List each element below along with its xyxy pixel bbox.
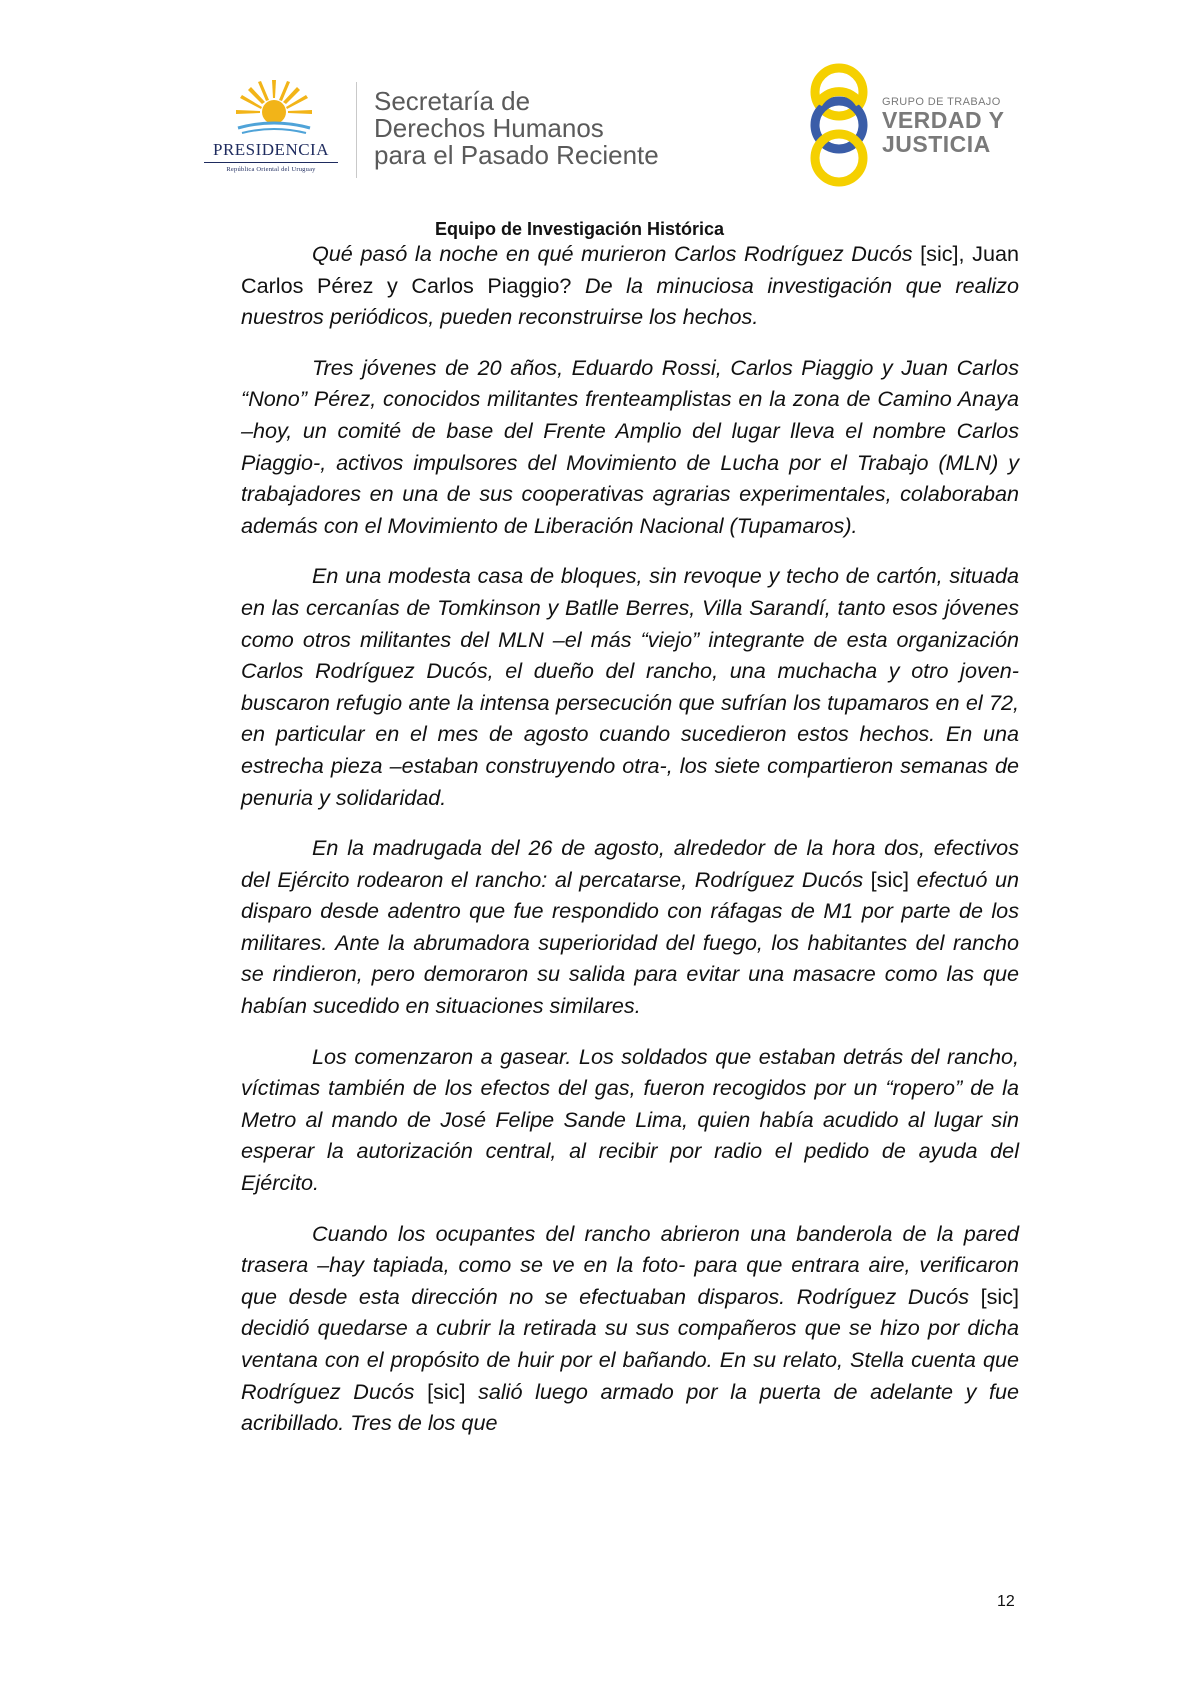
secretaria-logo-text <box>374 88 659 169</box>
paragraph-1 <box>241 238 1019 333</box>
page-header <box>0 0 1191 210</box>
grupo-trabajo-line-2: VERDAD Y <box>882 107 1005 133</box>
secretaria-line-1: Secretaría de <box>374 86 531 116</box>
paragraph-1-part-a: Qué pasó la noche en qué murieron Carlos Rodríguez Ducós <box>312 241 913 266</box>
paragraph-3 <box>241 560 1019 813</box>
grupo-trabajo-line-3: JUSTICIA <box>882 131 991 157</box>
paragraph-6-part-c: decidió quedarse a cubrir la retirada su sus compañeros que se hizo por dicha ventana con el propósito de huir por el bañando. En su relato, Stella cuenta que Rodríguez Ducós <box>241 1315 1019 1404</box>
grupo-trabajo-line-1: GRUPO DE TRABAJO <box>882 96 1001 108</box>
presidencia-subtitle: República Oriental del Uruguay <box>226 166 316 173</box>
paragraph-3-text: En una modesta casa de bloques, sin revoque y techo de cartón, situada en las cercanías de Tomkinson y Batlle Berres, Villa Sarandí, tanto esos jóvenes como otros militantes del MLN –el más “viejo” integrante de esta organización Carlos Rodríguez Ducós, el dueño del rancho, una muchacha y otro joven- buscaron refugio ante la intensa persecución que sufrían los tupamaros en el 72, en particular en el mes de agosto cuando sucedieron estos hechos. En una estrecha pieza –estaban construyendo otra-, los siete compartieron semanas de penuria y solidaridad. <box>241 563 1019 810</box>
document-body <box>241 238 1019 1458</box>
paragraph-5 <box>241 1041 1019 1199</box>
section-title: Equipo de Investigación Histórica <box>435 219 725 239</box>
paragraph-4-part-a: En la madrugada del 26 de agosto, alrededor de la hora dos, efectivos del Ejército rodearon el rancho: al percatarse, Rodríguez Ducós <box>241 835 1019 892</box>
paragraph-6-part-e: salió luego armado por la puerta de adelante y fue acribillado. Tres de los que <box>241 1378 1019 1436</box>
paragraph-6 <box>241 1218 1019 1439</box>
paragraph-1-part-c: De la minuciosa investigación que realizo nuestros periódicos, pueden reconstruirse los hechos. <box>241 272 1019 330</box>
paragraph-6-part-d: [sic] <box>414 1378 479 1404</box>
paragraph-4-part-c: efectuó un disparo desde adentro que fue respondido con ráfagas de M1 por parte de los militares. Ante la abrumadora superioridad del fuego, los habitantes del rancho se rindieron, pero demoraron su salida para evitar una masacre como las que habían sucedido en situaciones similares. <box>241 866 1020 1019</box>
presidencia-name: PRESIDENCIA <box>212 140 329 159</box>
grupo-trabajo-logo <box>804 62 1014 188</box>
paragraph-5-text: Los comenzaron a gasear. Los soldados que estaban detrás del rancho, víctimas también de los efectos del gas, fueron recogidos por un “ropero” de la Metro al mando de José Felipe Sande Lima, quien había acudido al lugar sin esperar la autorización central, al recibir por radio el pedido de ayuda del Ejército. <box>241 1043 1019 1196</box>
grupo-trabajo-text <box>882 96 1004 156</box>
secretaria-line-2: Derechos Humanos <box>374 113 604 143</box>
presidencia-logo <box>196 78 346 180</box>
paragraph-4 <box>241 832 1019 1022</box>
page-number: 12 <box>997 1593 1015 1610</box>
rings-icon <box>804 62 874 188</box>
secretaria-line-3: para el Pasado Reciente <box>374 140 659 170</box>
paragraph-6-part-a: Cuando los ocupantes del rancho abrieron una banderola de la pared trasera –hay tapiada, como se ve en la foto- para que entrara aire, verificaron que desde esta dirección no se efectuaban disparos. Rodríguez Ducós <box>241 1220 1019 1309</box>
paragraph-6-part-b: [sic] <box>969 1283 1020 1309</box>
logo-divider <box>356 82 357 178</box>
paragraph-1-part-b: [sic], Juan Carlos Pérez y Carlos Piaggio? <box>241 241 1020 298</box>
sun-icon <box>234 78 314 140</box>
paragraph-2-text: Tres jóvenes de 20 años, Eduardo Rossi, Carlos Piaggio y Juan Carlos “Nono” Pérez, conocidos militantes frenteamplistas en la zona de Camino Anaya –hoy, un comité de base del Frente Amplio del lugar lleva el nombre Carlos Piaggio-, activos impulsores del Movimiento de Lucha por el Trabajo (MLN) y trabajadores en una de sus cooperativas agrarias experimentales, colaboraban además con el Movimiento de Liberación Nacional (Tupamaros). <box>241 354 1019 538</box>
paragraph-4-part-b: [sic] <box>863 866 917 892</box>
presidencia-rule <box>204 162 338 163</box>
paragraph-2 <box>241 352 1019 542</box>
